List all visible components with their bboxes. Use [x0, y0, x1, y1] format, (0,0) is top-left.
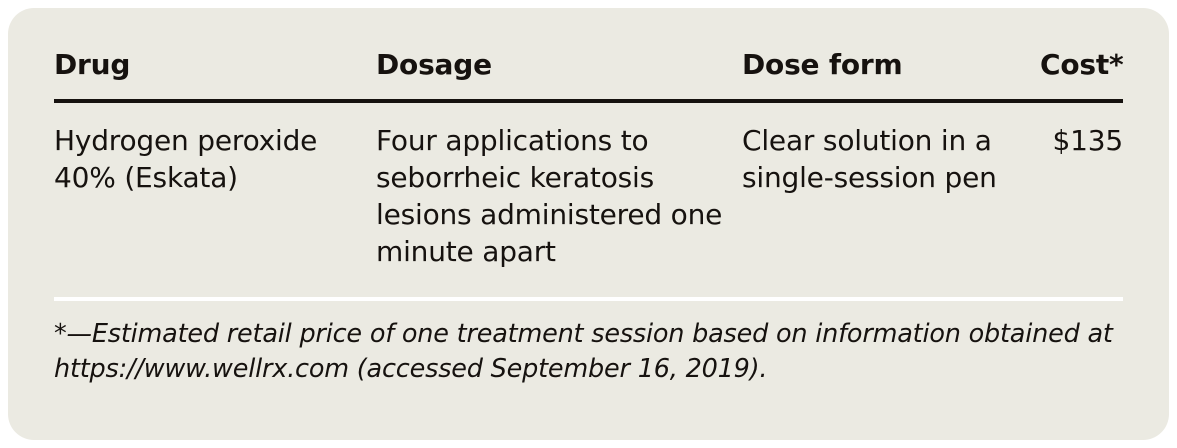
drug-table — [54, 48, 1123, 297]
table-header-row — [54, 48, 1123, 101]
cell-dose-form: Clear solution in a single-session pen — [742, 124, 997, 194]
footnote-divider — [54, 297, 1123, 301]
column-header-dose-form: Dose form — [742, 48, 903, 81]
table-body — [54, 101, 1123, 297]
column-header-cost: Cost* — [1040, 48, 1124, 81]
column-header-dosage: Dosage — [376, 48, 492, 81]
table-footnote: *—Estimated retail price of one treatment session based on information obtained at https://www.wellrx.com (accessed September 16, 2019). — [54, 318, 1113, 384]
table-header — [54, 48, 1123, 101]
cell-dosage: Four applications to seborrheic keratosis lesions administered one minute apart — [376, 124, 723, 268]
table-row — [54, 101, 1123, 297]
cell-cost: $135 — [1052, 124, 1123, 157]
cell-drug: Hydrogen peroxide 40% (Eskata) — [54, 124, 318, 194]
column-header-drug: Drug — [54, 48, 131, 81]
drug-table-card — [8, 8, 1169, 440]
